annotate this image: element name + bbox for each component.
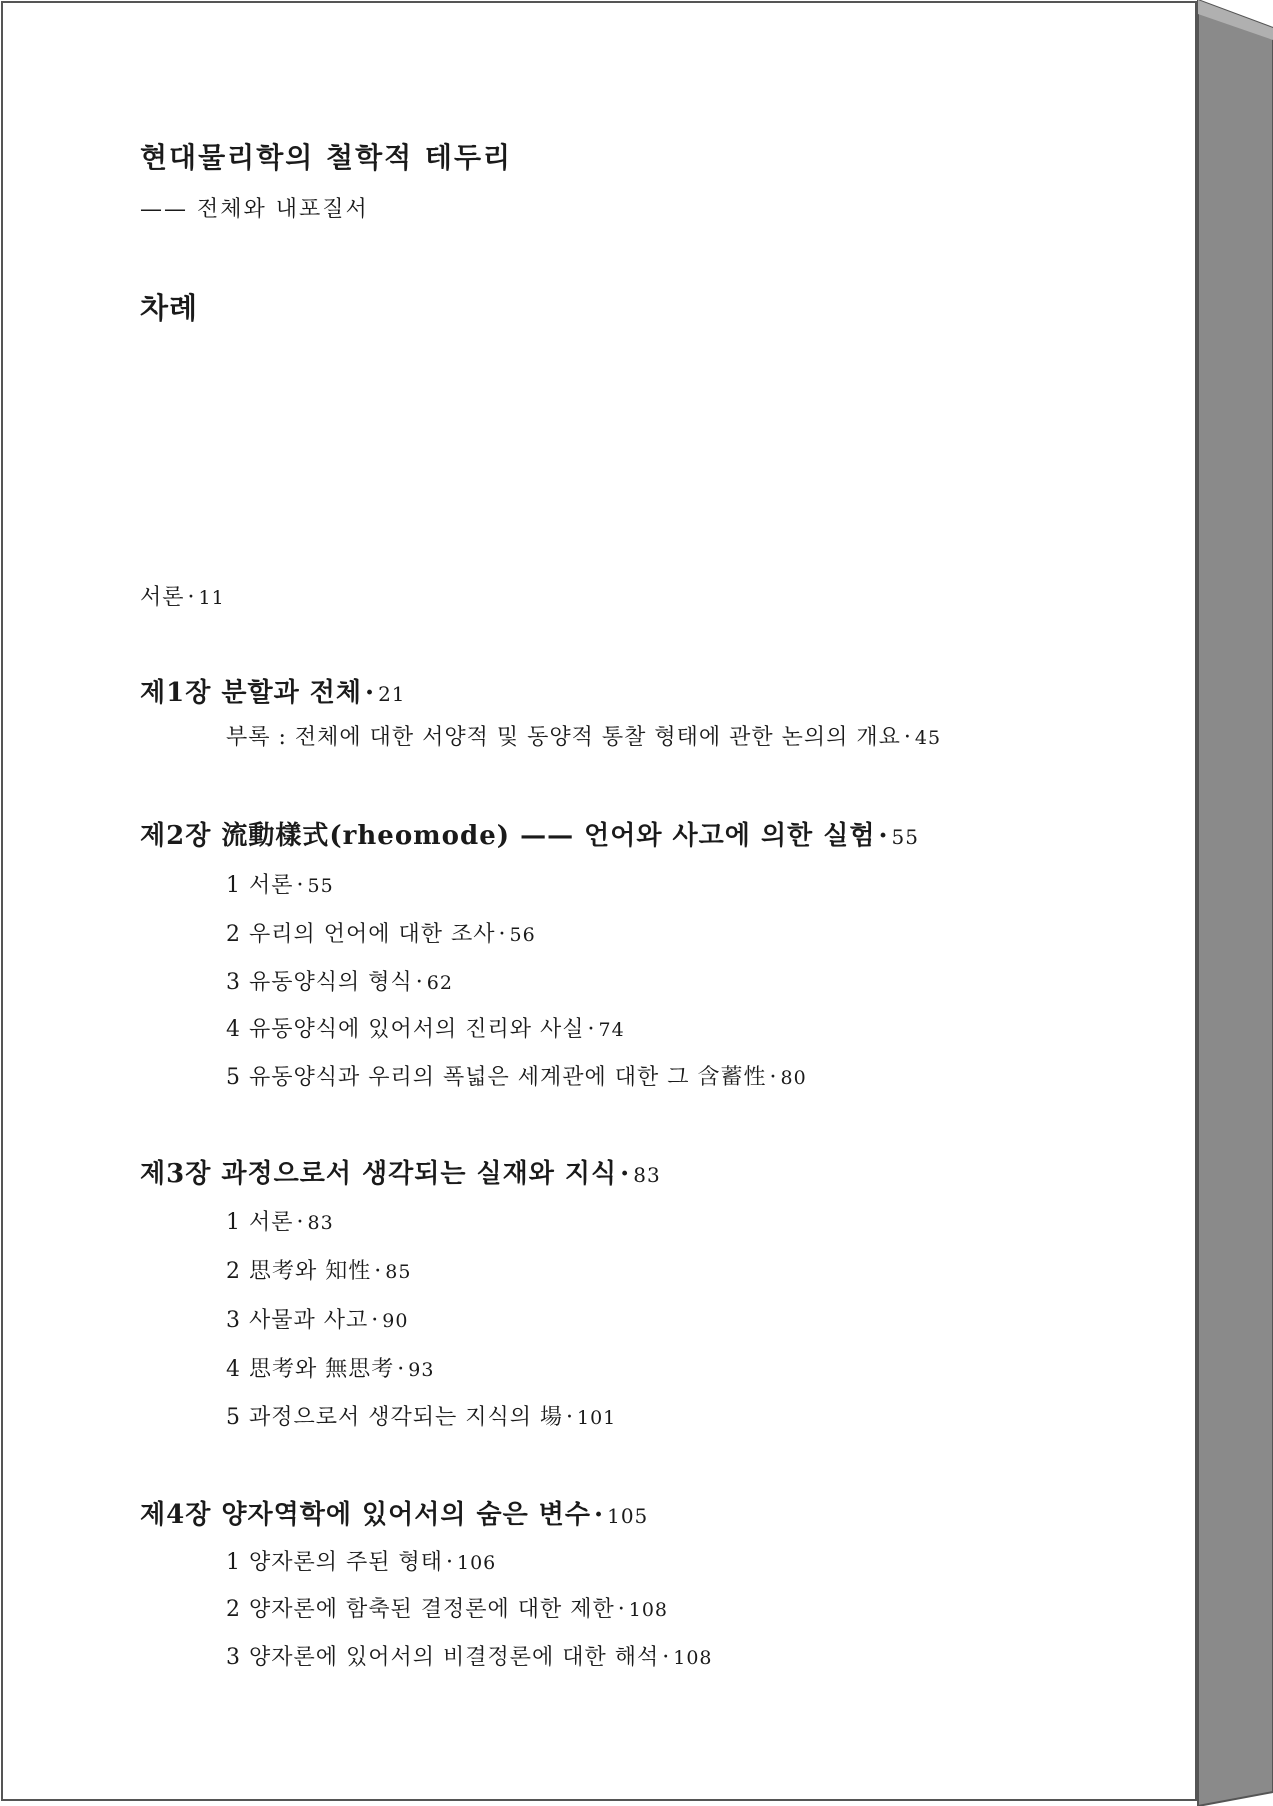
- toc-page-number: 80: [780, 1067, 807, 1089]
- toc-separator: ·: [374, 1259, 383, 1284]
- toc-section-label: 4 思考와 無思考: [226, 1357, 395, 1382]
- toc-page-number: 93: [408, 1359, 435, 1381]
- toc-page-number: 106: [457, 1552, 497, 1574]
- toc-chapter-label: 제3장 과정으로서 생각되는 실재와 지식: [140, 1159, 618, 1189]
- book-title: 현대물리학의 철학적 테두리: [140, 141, 513, 174]
- toc-section-label: 2 우리의 언어에 대한 조사: [226, 922, 496, 947]
- toc-section: [226, 1303, 408, 1334]
- toc-separator: ·: [662, 1645, 671, 1670]
- toc-page-number: 55: [891, 825, 919, 849]
- toc-section: [226, 1545, 496, 1576]
- toc-section: [226, 1592, 668, 1623]
- toc-section-label: 1 양자론의 주된 형태: [226, 1550, 443, 1575]
- toc-section: [226, 1205, 334, 1236]
- toc-page-number: 101: [577, 1407, 617, 1429]
- toc-heading: 차례: [140, 291, 199, 325]
- toc-section-label: 5 과정으로서 생각되는 지식의 場: [226, 1405, 563, 1430]
- toc-separator: ·: [296, 873, 305, 898]
- toc-separator: ·: [397, 1357, 406, 1382]
- toc-page-number: 56: [509, 924, 536, 946]
- toc-section: [226, 1640, 713, 1671]
- toc-separator: ·: [365, 678, 376, 708]
- toc-separator: ·: [566, 1405, 574, 1430]
- toc-section: [226, 1352, 434, 1383]
- toc-chapter-1: [140, 672, 406, 709]
- toc-section-label: 2 양자론에 함축된 결정론에 대한 제한: [226, 1597, 615, 1622]
- toc-page-number: 21: [378, 682, 406, 706]
- toc-page-number: 90: [382, 1310, 409, 1332]
- toc-section-label: 3 양자론에 있어서의 비결정론에 대한 해석: [226, 1645, 660, 1670]
- toc-section-label: 3 사물과 사고: [226, 1308, 369, 1333]
- toc-section: [226, 1060, 807, 1091]
- toc-section-label: 1 서론: [226, 873, 294, 898]
- toc-page-number: 105: [607, 1504, 649, 1528]
- toc-section: [226, 1012, 625, 1043]
- toc-entry-intro: [140, 580, 225, 611]
- toc-chapter-2: [140, 815, 919, 852]
- toc-section: [226, 917, 536, 948]
- toc-separator: ·: [903, 725, 912, 750]
- toc-section: [226, 720, 941, 751]
- toc-chapter-label: 제1장 분할과 전체: [140, 678, 363, 708]
- toc-page-number: 74: [598, 1019, 625, 1041]
- toc-section: [226, 965, 453, 996]
- toc-separator: ·: [594, 1500, 605, 1530]
- toc-separator: ·: [769, 1065, 778, 1090]
- toc-section-label: 5 유동양식과 우리의 폭넓은 세계관에 대한 그 含蓄性: [226, 1065, 767, 1090]
- toc-separator: ·: [587, 1017, 596, 1042]
- toc-separator: ·: [187, 585, 196, 610]
- toc-separator: ·: [415, 970, 424, 995]
- toc-page-number: 45: [914, 727, 942, 749]
- toc-page-number: 55: [307, 875, 334, 897]
- toc-separator: ·: [878, 821, 889, 851]
- toc-chapter-label: 제4장 양자역학에 있어서의 숨은 변수: [140, 1500, 592, 1530]
- toc-section: [226, 1400, 616, 1431]
- book-subtitle: —— 전체와 내포질서: [140, 197, 369, 222]
- toc-page-number: 11: [198, 587, 225, 609]
- toc-chapter-label: 제2장 流動樣式(rheomode) —— 언어와 사고에 의한 실험: [140, 821, 876, 851]
- toc-separator: ·: [371, 1308, 380, 1333]
- toc-chapter-4: [140, 1494, 648, 1531]
- toc-section-label: 2 思考와 知性: [226, 1259, 372, 1284]
- book-page: [1, 1, 1197, 1801]
- toc-entry-label: 서론: [140, 585, 185, 610]
- toc-separator: ·: [446, 1550, 454, 1575]
- toc-separator: ·: [620, 1159, 631, 1189]
- toc-separator: ·: [296, 1210, 305, 1235]
- toc-section-label: 1 서론: [226, 1210, 294, 1235]
- toc-page-number: 83: [307, 1212, 334, 1234]
- toc-page-number: 108: [628, 1599, 669, 1621]
- toc-section-label: 부록 : 전체에 대한 서양적 및 동양적 통찰 형태에 관한 논의의 개요: [226, 725, 901, 750]
- toc-section: [226, 868, 334, 899]
- toc-page-number: 85: [385, 1261, 412, 1283]
- toc-chapter-3: [140, 1153, 661, 1190]
- toc-separator: ·: [498, 922, 507, 947]
- toc-page-number: 62: [426, 972, 453, 994]
- toc-page-number: 108: [673, 1647, 713, 1669]
- toc-separator: ·: [617, 1597, 626, 1622]
- toc-page-number: 83: [633, 1163, 661, 1187]
- toc-section: [226, 1254, 411, 1285]
- toc-section-label: 4 유동양식에 있어서의 진리와 사실: [226, 1017, 585, 1042]
- toc-section-label: 3 유동양식의 형식: [226, 970, 413, 995]
